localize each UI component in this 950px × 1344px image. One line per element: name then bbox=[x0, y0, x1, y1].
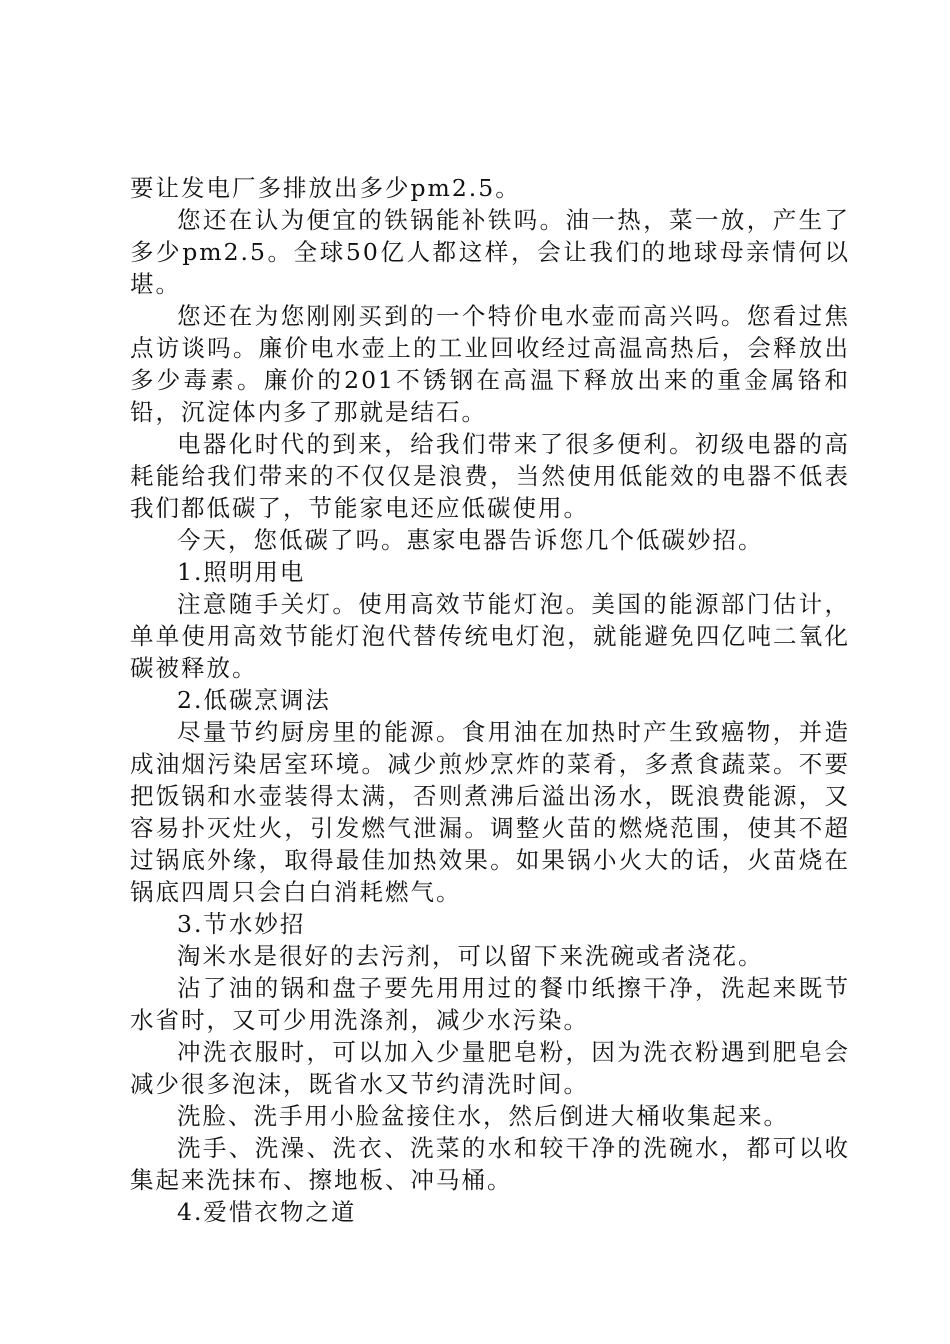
paragraph-cooking: 尽量节约厨房里的能源。食用油在加热时产生致癌物，并造成油烟污染居室环境。减少煎炒烹炸的菜肴，多煮食蔬菜。不要把饭锅和水壶装得太满，否则煮沸后溢出汤水，既浪费能源，又容易扑灭灶火，引发燃气泄漏。调整火苗的燃烧范围，使其不超过锅底外缘，取得最佳加热效果。如果锅小火大的话，火苗烧在锅底四周只会白白消耗燃气。 bbox=[130, 718, 850, 906]
paragraph-washbasin: 洗脸、洗手用小脸盆接住水，然后倒进大桶收集起来。 bbox=[177, 1102, 789, 1130]
section-heading-lighting: 1.照明用电 bbox=[177, 558, 306, 586]
paragraph-continued: 要让发电厂多排放出多少pm2.5。 bbox=[130, 174, 521, 202]
paragraph-electric-kettle: 您还在为您刚刚买到的一个特价电水壶而高兴吗。您看过焦点访谈吗。廉价电水壶上的工业回收经过高温高热后，会释放出多少毒素。廉价的201不锈钢在高温下释放出来的重金属铬和铅，沉淀体内多了那就是结石。 bbox=[130, 302, 850, 426]
paragraph-rice-water: 淘米水是很好的去污剂，可以留下来洗碗或者浇花。 bbox=[177, 942, 764, 970]
paragraph-low-carbon-intro: 今天，您低碳了吗。惠家电器告诉您几个低碳妙招。 bbox=[177, 526, 764, 554]
document-page bbox=[130, 172, 850, 1228]
paragraph-reuse-water: 洗手、洗澡、洗衣、洗菜的水和较干净的洗碗水，都可以收集起来洗抹布、擦地板、冲马桶。 bbox=[130, 1134, 850, 1194]
paragraph-greasy-dishes: 沾了油的锅和盘子要先用用过的餐巾纸擦干净，洗起来既节水省时，又可少用洗涤剂，减少水污染。 bbox=[130, 974, 850, 1034]
paragraph-laundry: 冲洗衣服时，可以加入少量肥皂粉，因为洗衣粉遇到肥皂会减少很多泡沫，既省水又节约清洗时间。 bbox=[130, 1038, 850, 1098]
section-heading-cooking: 2.低碳烹调法 bbox=[177, 686, 331, 714]
section-heading-clothing: 4.爱惜衣物之道 bbox=[177, 1198, 357, 1226]
section-heading-water: 3.节水妙招 bbox=[177, 910, 306, 938]
paragraph-electrification: 电器化时代的到来，给我们带来了很多便利。初级电器的高耗能给我们带来的不仅仅是浪费，当然使用低能效的电器不低表我们都低碳了，节能家电还应低碳使用。 bbox=[130, 430, 850, 522]
paragraph-lighting: 注意随手关灯。使用高效节能灯泡。美国的能源部门估计，单单使用高效节能灯泡代替传统电灯泡，就能避免四亿吨二氧化碳被释放。 bbox=[130, 590, 850, 682]
paragraph-iron-pot: 您还在认为便宜的铁锅能补铁吗。油一热，菜一放，产生了多少pm2.5。全球50亿人都这样，会让我们的地球母亲情何以堪。 bbox=[130, 206, 850, 298]
